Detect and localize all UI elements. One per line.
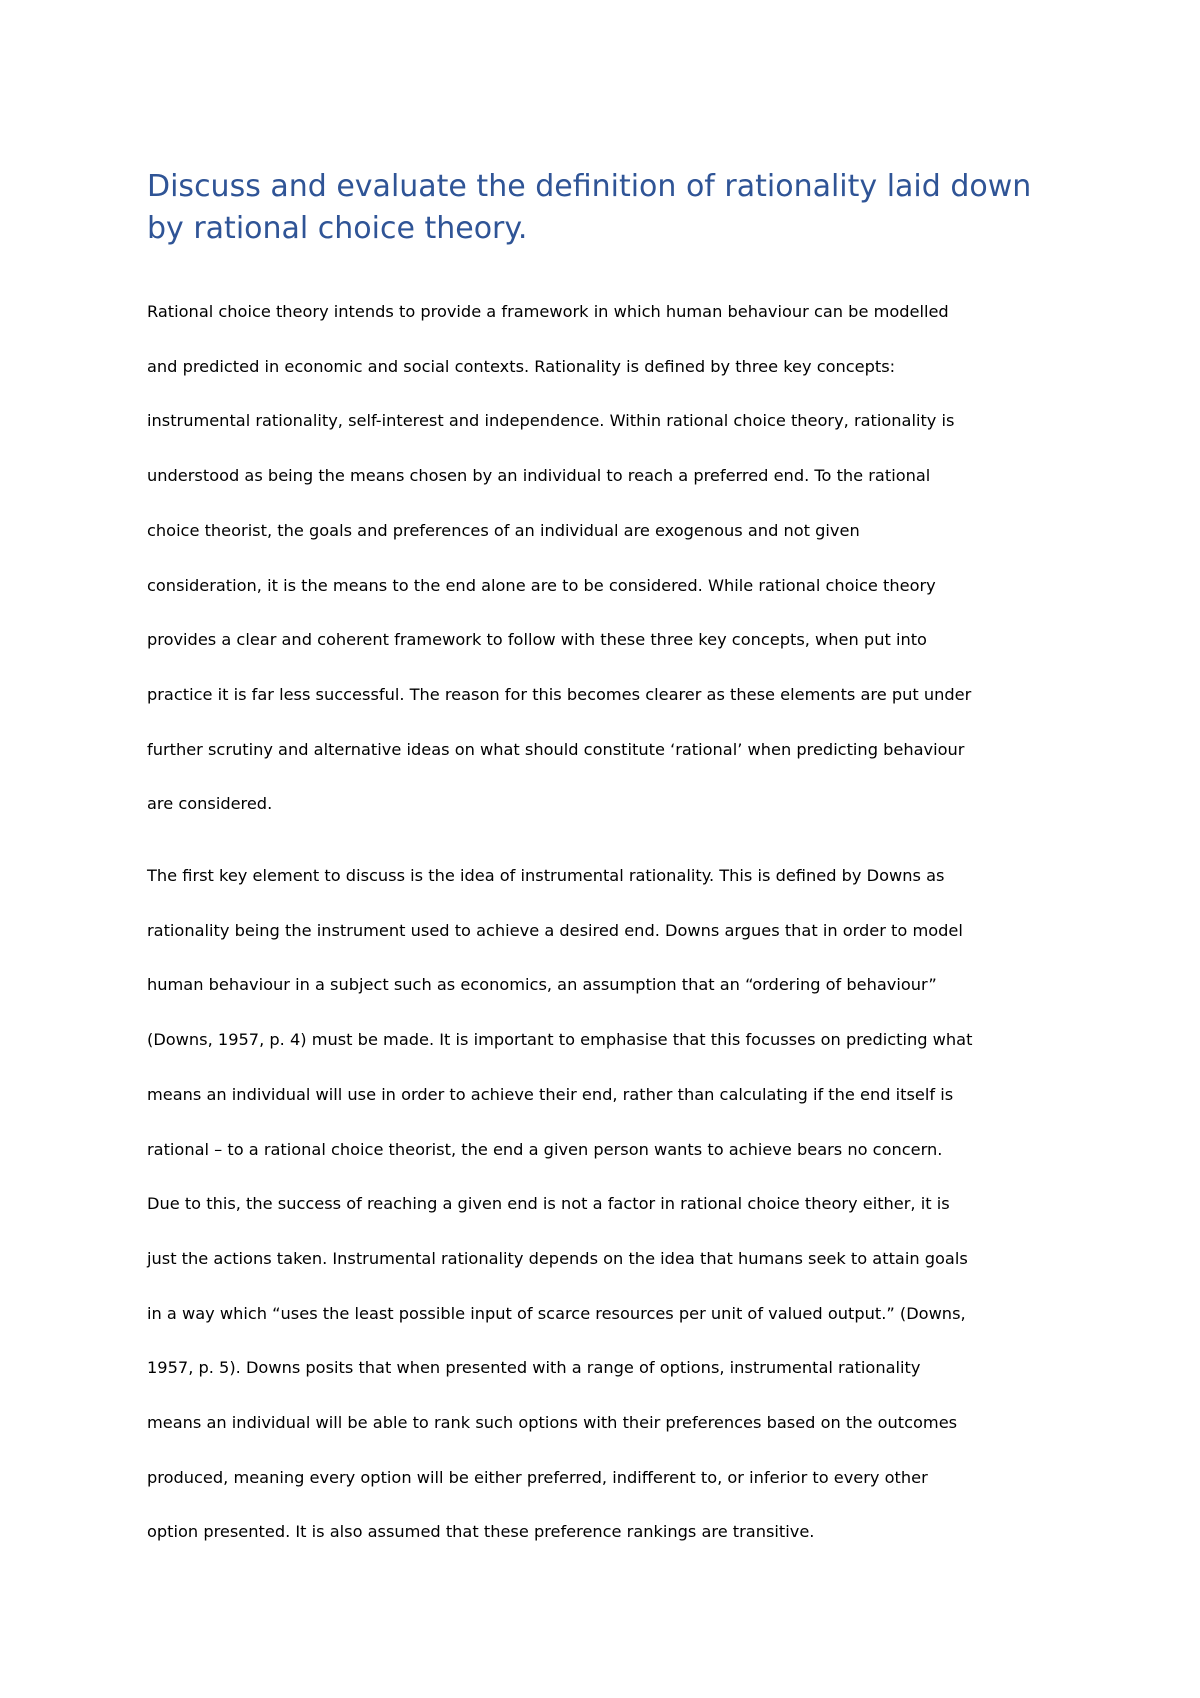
paragraph-line: choice theorist, the goals and preferences of an individual are exogenous and not given xyxy=(147,520,860,540)
paragraph-line: provides a clear and coherent framework to follow with these three key concepts, when put into xyxy=(147,630,927,650)
paragraph-line: Due to this, the success of reaching a given end is not a factor in rational choice theory either, it is xyxy=(147,1194,950,1214)
paragraph-line: means an individual will use in order to achieve their end, rather than calculating if the end itself is xyxy=(147,1084,954,1104)
paragraph-line: further scrutiny and alternative ideas on what should constitute ‘rational’ when predicting behaviour xyxy=(147,739,965,759)
paragraph-line: means an individual will be able to rank such options with their preferences based on the outcomes xyxy=(147,1413,958,1433)
paragraph-line: and predicted in economic and social contexts. Rationality is defined by three key concepts: xyxy=(147,356,896,376)
paragraph-line: rational – to a rational choice theorist, the end a given person wants to achieve bears no concern. xyxy=(147,1139,943,1159)
paragraph-line: human behaviour in a subject such as economics, an assumption that an “ordering of behaviour” xyxy=(147,975,937,995)
paragraph-line: option presented. It is also assumed that these preference rankings are transitive. xyxy=(147,1522,815,1542)
paragraph-line: are considered. xyxy=(147,794,273,814)
paragraph-1 xyxy=(147,285,1072,832)
paragraph-line: rationality being the instrument used to achieve a desired end. Downs argues that in order to model xyxy=(147,920,963,940)
document-title: Discuss and evaluate the definition of rationality laid down by rational choice theory. xyxy=(147,169,1032,246)
paragraph-line: (Downs, 1957, p. 4) must be made. It is important to emphasise that this focusses on predicting what xyxy=(147,1030,973,1050)
paragraph-line: in a way which “uses the least possible input of scarce resources per unit of valued output.” (Downs, xyxy=(147,1303,966,1323)
paragraph-line: understood as being the means chosen by an individual to reach a preferred end. To the rational xyxy=(147,466,931,486)
paragraph-line: instrumental rationality, self-interest and independence. Within rational choice theory, rationality is xyxy=(147,411,955,431)
paragraph-line: 1957, p. 5). Downs posits that when presented with a range of options, instrumental rationality xyxy=(147,1358,921,1378)
paragraph-line: just the actions taken. Instrumental rationality depends on the idea that humans seek to attain goals xyxy=(147,1248,968,1268)
paragraph-line: produced, meaning every option will be either preferred, indifferent to, or inferior to every other xyxy=(147,1467,928,1487)
paragraph-line: consideration, it is the means to the end alone are to be considered. While rational choice theory xyxy=(147,575,936,595)
paragraph-line: practice it is far less successful. The reason for this becomes clearer as these elements are put under xyxy=(147,684,972,704)
paragraph-line: The first key element to discuss is the idea of instrumental rationality. This is defined by Downs as xyxy=(147,866,945,885)
paragraph-2 xyxy=(147,849,1072,1560)
paragraph-line: Rational choice theory intends to provide a framework in which human behaviour can be modelled xyxy=(147,302,949,321)
